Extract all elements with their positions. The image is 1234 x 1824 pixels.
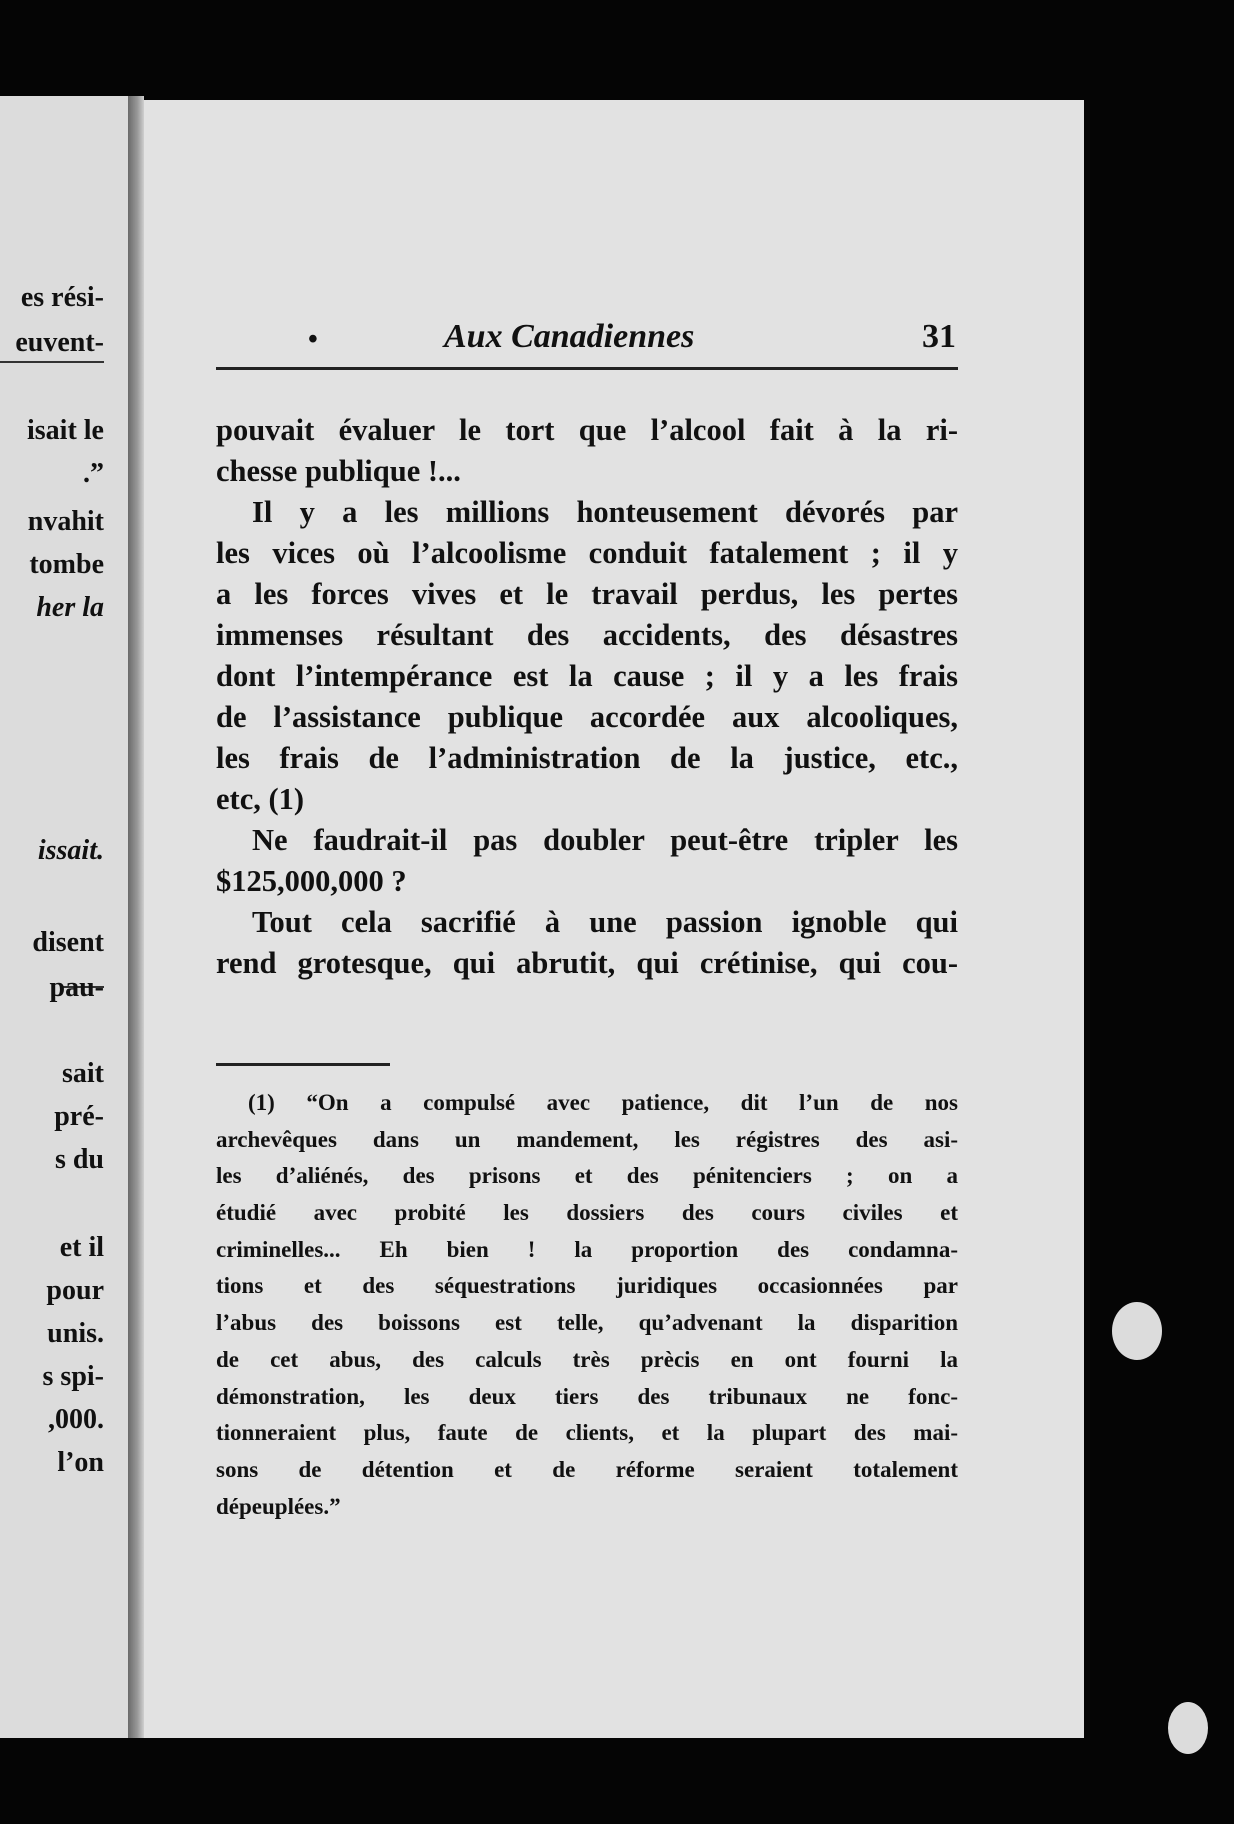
body-line: $125,000,000 ? <box>216 864 407 898</box>
footnote-line: tionneraient plus, faute de clients, et la plupart des mai- <box>216 1420 958 1446</box>
footnote <box>216 1085 958 1525</box>
left-page-line: .” <box>83 458 104 489</box>
left-page-line: her la <box>36 592 104 623</box>
footnote-line: étudié avec probité les dossiers des cours civiles et <box>216 1200 958 1226</box>
body-line: etc, (1) <box>216 782 305 816</box>
left-page-line: ,000. <box>48 1404 104 1435</box>
body-line: Tout cela sacrifié à une passion ignoble qui <box>252 905 958 939</box>
running-title: Aux Canadiennes <box>444 318 695 355</box>
book-gutter <box>128 96 144 1738</box>
body-line: de l’assistance publique accordée aux alcooliques, <box>216 700 958 734</box>
footnote-line: tions et des séquestrations juridiques occasionnées par <box>216 1273 958 1299</box>
left-page-line: isait le <box>27 415 104 446</box>
body-line: Ne faudrait-il pas doubler peut-être tripler les <box>252 823 958 857</box>
footnote-rule <box>216 1063 390 1066</box>
left-page-line: disent <box>32 927 104 958</box>
body-line: dont l’intempérance est la cause ; il y a les frais <box>216 659 958 693</box>
footnote-line: (1) “On a compulsé avec patience, dit l’un de nos <box>248 1090 958 1115</box>
scan-speck <box>1112 1302 1162 1360</box>
footnote-line: criminelles... Eh bien ! la proportion des condamna- <box>216 1236 958 1262</box>
body-line: Il y a les millions honteusement dévorés par <box>252 495 958 529</box>
left-page-line: s du <box>54 1144 104 1175</box>
left-page-line: l’on <box>57 1447 104 1478</box>
footnote-line: de cet abus, des calculs très prècis en ont fourni la <box>216 1346 958 1372</box>
left-page-line: pau- <box>49 972 104 1003</box>
header-rule <box>216 367 958 370</box>
left-page-line: s spi- <box>42 1361 104 1392</box>
left-page-line: pré- <box>54 1101 104 1132</box>
header-dot: • <box>308 324 318 355</box>
body-line: pouvait évaluer le tort que l’alcool fait à la ri- <box>216 413 958 447</box>
left-page-line: sait <box>62 1058 104 1089</box>
facing-page-left <box>0 96 128 1738</box>
footnote-line: les d’aliénés, des prisons et des pénitenciers ; on a <box>216 1163 958 1189</box>
footnote-line: dépeuplées.” <box>216 1493 341 1519</box>
book-page <box>144 100 1084 1738</box>
footnote-line: l’abus des boissons est telle, qu’advenant la disparition <box>216 1310 958 1336</box>
scan-speck <box>1168 1702 1208 1754</box>
left-page-line: et il <box>59 1232 104 1263</box>
body-line: rend grotesque, qui abrutit, qui crétinise, qui cou- <box>216 946 958 980</box>
left-page-line: pour <box>46 1275 104 1306</box>
body-line: les vices où l’alcoolisme conduit fatalement ; il y <box>216 536 958 570</box>
footnote-line: archevêques dans un mandement, les régistres des asi- <box>216 1126 958 1152</box>
left-header-rule <box>0 361 104 363</box>
body-line: immenses résultant des accidents, des désastres <box>216 618 958 652</box>
footnote-line: sons de détention et de réforme seraient totalement <box>216 1456 958 1482</box>
left-page-line: unis. <box>47 1318 104 1349</box>
body-line: a les forces vives et le travail perdus, les pertes <box>216 577 958 611</box>
body-line: chesse publique !... <box>216 454 461 488</box>
left-page-line: euvent- <box>15 327 104 358</box>
footnote-line: démonstration, les deux tiers des tribunaux ne fonc- <box>216 1383 958 1409</box>
body-line: les frais de l’administration de la justice, etc., <box>216 741 958 775</box>
page-number: 31 <box>922 318 956 355</box>
left-page-line: nvahit <box>27 506 104 537</box>
left-page-line: tombe <box>29 549 104 580</box>
left-page-line: issait. <box>37 835 104 866</box>
left-page-line: es rési- <box>20 282 104 313</box>
body-text <box>216 410 958 984</box>
